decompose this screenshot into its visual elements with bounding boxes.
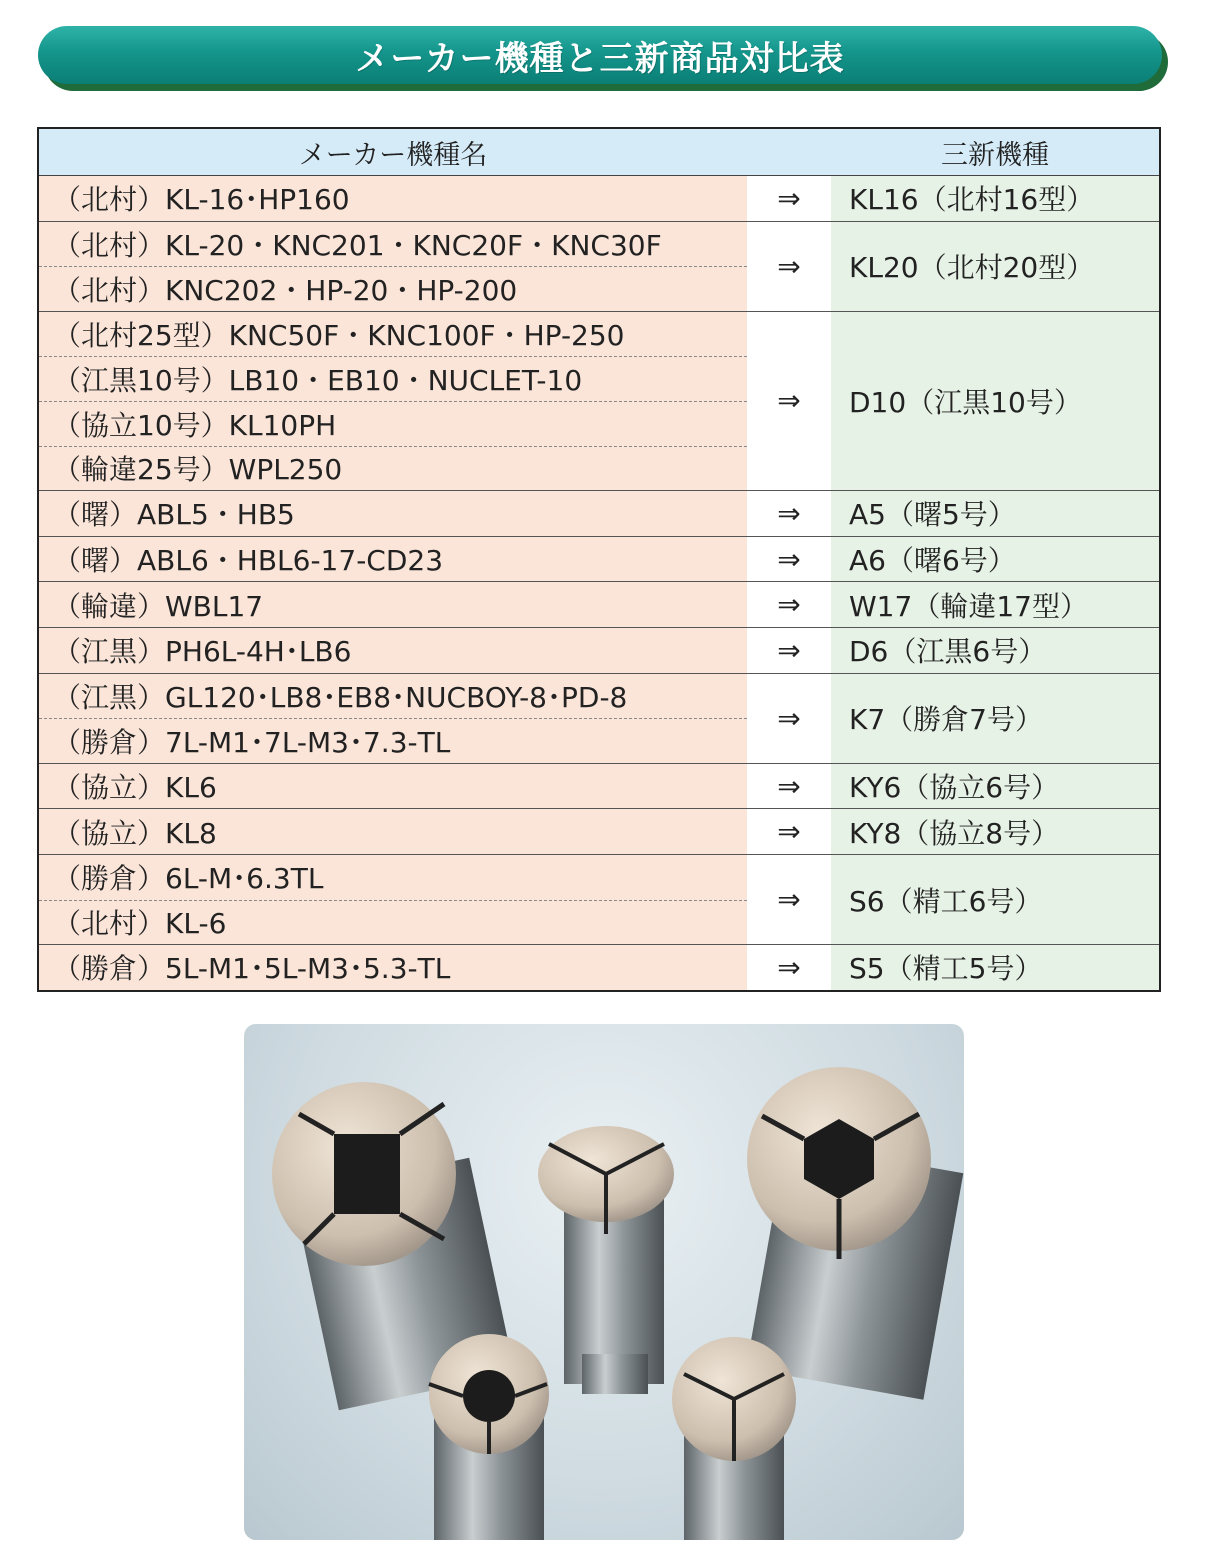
table-row <box>39 764 1159 810</box>
sanshin-model-cell: KY8（協立8号） <box>831 809 1159 854</box>
arrow-icon: ⇒ <box>747 628 831 673</box>
sanshin-model-cell: KY6（協立6号） <box>831 764 1159 809</box>
maker-models-cell <box>39 674 747 763</box>
maker-model-line: （協立）KL6 <box>53 771 217 805</box>
table-row <box>39 855 1159 945</box>
collet-chucks-photo <box>244 1024 964 1540</box>
arrow-icon: ⇒ <box>747 537 831 582</box>
maker-models-cell <box>39 582 747 627</box>
table-row <box>39 312 1159 491</box>
maker-model-line: （曙）ABL5・HB5 <box>53 498 295 532</box>
table-row <box>39 176 1159 222</box>
maker-models-cell <box>39 176 747 221</box>
arrow-icon: ⇒ <box>747 809 831 854</box>
table-row <box>39 674 1159 764</box>
table-row <box>39 628 1159 674</box>
header-arrow-spacer <box>747 129 831 175</box>
table-body <box>39 176 1159 990</box>
title-banner <box>38 26 1162 84</box>
maker-models-cell <box>39 764 747 809</box>
maker-models-cell <box>39 491 747 536</box>
maker-model-line: （江黒）GL120･LB8･EB8･NUCBOY-8･PD-8 <box>53 680 628 714</box>
maker-models-cell <box>39 222 747 311</box>
arrow-icon: ⇒ <box>747 674 831 763</box>
maker-model-line: （協立）KL8 <box>53 816 217 850</box>
maker-model-line: （北村）KNC202・HP-20・HP-200 <box>39 266 747 311</box>
sanshin-model-cell: D10（江黒10号） <box>831 312 1159 490</box>
page-title: メーカー機種と三新商品対比表 <box>355 38 845 79</box>
arrow-icon: ⇒ <box>747 764 831 809</box>
maker-model-line: （勝倉）7L-M1･7L-M3･7.3-TL <box>39 718 747 763</box>
sanshin-model-cell: KL20（北村20型） <box>831 222 1159 311</box>
table-row <box>39 222 1159 312</box>
arrow-icon: ⇒ <box>747 582 831 627</box>
maker-model-line: （北村）KL-16･HP160 <box>53 183 350 217</box>
maker-model-line: （江黒）PH6L-4H･LB6 <box>53 635 352 669</box>
maker-model-line: （勝倉）6L-M･6.3TL <box>53 862 324 896</box>
sanshin-model-cell: A6（曙6号） <box>831 537 1159 582</box>
sanshin-model-cell: S6（精工6号） <box>831 855 1159 944</box>
maker-model-line: （北村）KL-20・KNC201・KNC20F・KNC30F <box>53 228 662 262</box>
sanshin-model-cell: K7（勝倉7号） <box>831 674 1159 763</box>
table-row <box>39 945 1159 990</box>
maker-models-cell <box>39 855 747 944</box>
sanshin-model-cell: D6（江黒6号） <box>831 628 1159 673</box>
sanshin-model-cell: S5（精工5号） <box>831 945 1159 990</box>
table-row <box>39 537 1159 583</box>
maker-model-line: （北村25型）KNC50F・KNC100F・HP-250 <box>53 319 625 353</box>
arrow-icon: ⇒ <box>747 222 831 311</box>
maker-models-cell <box>39 628 747 673</box>
header-maker-model: メーカー機種名 <box>298 139 488 171</box>
table-row <box>39 582 1159 628</box>
maker-model-line: （曙）ABL6・HBL6-17-CD23 <box>53 544 444 578</box>
maker-models-cell <box>39 312 747 490</box>
arrow-icon: ⇒ <box>747 855 831 944</box>
sanshin-model-cell: KL16（北村16型） <box>831 176 1159 221</box>
maker-models-cell <box>39 809 747 854</box>
table-row <box>39 809 1159 855</box>
arrow-icon: ⇒ <box>747 945 831 990</box>
header-sanshin-model: 三新機種 <box>941 139 1049 171</box>
maker-models-cell <box>39 945 747 990</box>
maker-model-line: （輪違25号）WPL250 <box>39 446 747 491</box>
maker-model-line: （北村）KL-6 <box>39 900 747 945</box>
maker-model-line: （協立10号）KL10PH <box>39 401 747 446</box>
arrow-icon: ⇒ <box>747 176 831 221</box>
arrow-icon: ⇒ <box>747 491 831 536</box>
sanshin-model-cell: W17（輪違17型） <box>831 582 1159 627</box>
maker-model-line: （江黒10号）LB10・EB10・NUCLET-10 <box>39 356 747 401</box>
maker-models-cell <box>39 537 747 582</box>
maker-model-line: （勝倉）5L-M1･5L-M3･5.3-TL <box>53 952 451 986</box>
table-row <box>39 491 1159 537</box>
arrow-icon: ⇒ <box>747 312 831 490</box>
maker-model-line: （輪違）WBL17 <box>53 589 264 623</box>
table-header <box>39 129 1159 176</box>
sanshin-model-cell: A5（曙5号） <box>831 491 1159 536</box>
comparison-table <box>37 127 1161 992</box>
